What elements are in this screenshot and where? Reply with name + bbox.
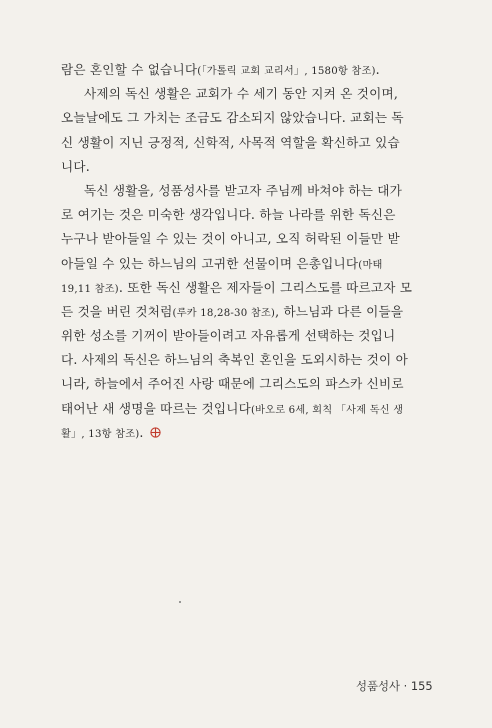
text-line: 니다. — [61, 158, 90, 174]
text-line: 독신 생활을, 성품성사를 받고자 주님께 바쳐야 하는 대가 — [84, 182, 403, 198]
text-line: 아들일 수 있는 하느님의 고귀한 선물이며 은총입니다(마태 — [61, 255, 383, 271]
print-speck — [179, 601, 181, 603]
text-line: 로 여기는 것은 미숙한 생각입니다. 하늘 나라를 위한 독신은 — [61, 207, 396, 223]
text-line: 오늘날에도 그 가치는 조금도 감소되지 않았습니다. 교회는 독 — [61, 110, 404, 126]
text-line: 누구나 받아들일 수 있는 것이 아니고, 오직 허락된 이들만 받 — [61, 231, 400, 247]
text-line: 활」, 13항 참조). — [61, 421, 433, 445]
text-line: 든 것을 버린 것처럼(루카 18,28-30 참조), 하느님과 다른 이들을 — [61, 303, 404, 319]
text-line: 신 생활이 지닌 긍정적, 신학적, 사목적 역할을 확신하고 있습 — [61, 134, 400, 150]
text-line: 니라, 하늘에서 주어진 사랑 때문에 그리스도의 파스카 신비로 — [61, 376, 404, 392]
cross-circle-icon — [150, 422, 161, 433]
text-line: 다. 사제의 독신은 하느님의 축복인 혼인을 도외시하는 것이 아 — [61, 352, 408, 368]
text-line: 19,11 참조). 또한 독신 생활은 제자들이 그리스도를 따르고자 모 — [61, 279, 413, 295]
page-footer: 성품성사 · 155 — [356, 679, 433, 693]
text-line: 람은 혼인할 수 없습니다(「가톨릭 교회 교리서」, 1580항 참조). — [61, 62, 380, 77]
text-line: 위한 성소를 기꺼이 받아들이려고 자유롭게 선택하는 것입니 — [61, 328, 396, 344]
text-line: 태어난 새 생명을 따르는 것입니다(바오로 6세, 회칙 「사제 독신 생 — [61, 400, 404, 416]
text-line: 사제의 독신 생활은 교회가 수 세기 동안 지켜 온 것이며, — [84, 86, 399, 102]
body-text — [61, 58, 433, 445]
